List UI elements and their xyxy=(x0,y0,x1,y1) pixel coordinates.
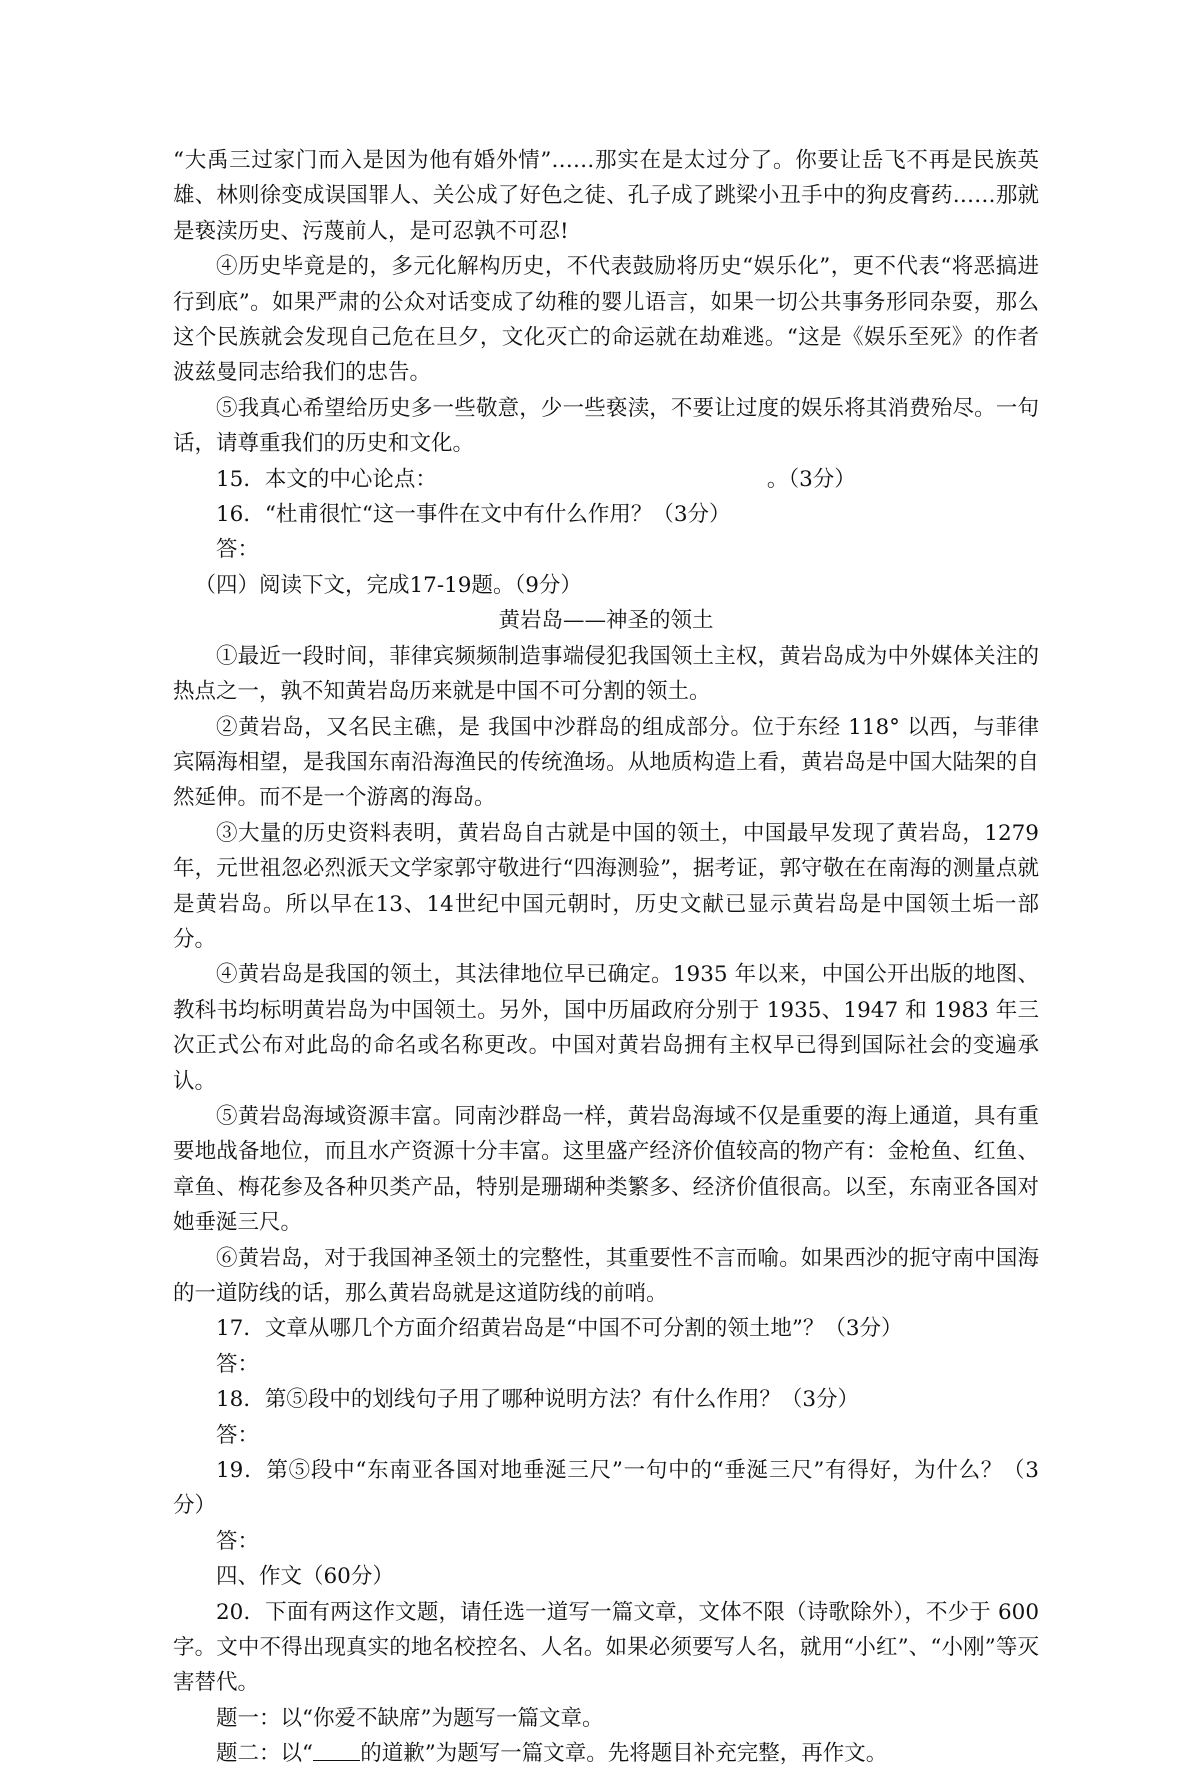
article-paragraph-2: ②黄岩岛，又名民主礁，是 我国中沙群岛的组成部分。位于东经 118° 以西，与菲律宾隔海相望，是我国东南沿海渔民的传统渔场。从地质构造上看，黄岩岛是中国大陆架的自然延伸。而不是一个游离的海岛。 xyxy=(173,714,1039,811)
answer-label-16: 答： xyxy=(216,537,260,563)
question-20: 20．下面有两这作文题，请任选一道写一篇文章，文体不限（诗歌除外），不少于 600字。文中不得出现真实的地名校控名、人名。如果必须要写人名，就用“小红”、“小刚”等灭害替代。 xyxy=(173,1599,1039,1696)
question-15-prefix: 15．本文的中心论点： xyxy=(216,466,437,492)
article-paragraph-6: ⑥黄岩岛，对于我国神圣领土的完整性，其重要性不言而喻。如果西沙的扼守南中国海的一道防线的话，那么黄岩岛就是这道防线的前哨。 xyxy=(173,1245,1039,1306)
section-4-intro: （四）阅读下文，完成17-19题。（9分） xyxy=(194,572,582,598)
answer-label-18: 答： xyxy=(216,1422,260,1448)
question-15 xyxy=(173,462,1039,497)
question-15-suffix: 。（3分） xyxy=(766,466,856,492)
essay-topic-1: 题一：以“你爱不缺席”为题写一篇文章。 xyxy=(216,1705,604,1731)
essay-topic-2-suffix: 的道歉”为题写一篇文章。先将题目补充完整，再作文。 xyxy=(360,1741,888,1767)
paragraph-history-examples: “大禹三过家门而入是因为他有婚外情”……那实在是太过分了。你要让岳飞不再是民族英雄、林则徐变成误国罪人、关公成了好色之徒、孔子成了跳梁小丑手中的狗皮膏药……那就是亵渎历史、污蔑前人，是可忍孰不可忍! xyxy=(173,148,1039,244)
essay-topic-2 xyxy=(173,1736,1039,1771)
question-19: 19．第⑤段中“东南亚各国对地垂涎三尺”一句中的“垂涎三尺”有得好，为什么？（3分） xyxy=(173,1458,1039,1519)
essay-topic-2-prefix: 题二：以“ xyxy=(216,1741,313,1767)
document-body xyxy=(173,143,1039,1772)
paragraph-4-history: ④历史毕竟是的，多元化解构历史，不代表鼓励将历史“娱乐化”，更不代表“将恶搞进行到底”。如果严肃的公众对话变成了幼稚的婴儿语言，如果一切公共事务形同杂耍，那么这个民族就会发现自己危在旦夕，文化灭亡的命运就在劫难逃。“这是《娱乐至死》的作者波兹曼同志给我们的忠告。 xyxy=(173,254,1039,386)
section-essay-heading: 四、作文（60分） xyxy=(216,1564,394,1590)
title-fill-blank xyxy=(313,1739,360,1762)
answer-label-17: 答： xyxy=(216,1351,260,1377)
article-paragraph-5: ⑤黄岩岛海域资源丰富。同南沙群岛一样，黄岩岛海域不仅是重要的海上通道，具有重要地战备地位，而且水产资源十分丰富。这里盛产经济价值较高的物产有：金枪鱼、红鱼、章鱼、梅花参及各种贝类产品，特别是珊瑚种类繁多、经济价值很高。以至，东南亚各国对她垂涎三尺。 xyxy=(173,1103,1039,1236)
article-paragraph-4: ④黄岩岛是我国的领土，其法律地位早已确定。1935 年以来，中国公开出版的地图、教科书均标明黄岩岛为中国领土。另外，国中历届政府分别于 1935、1947 和 1983 年三次正式公布对此岛的命名或名称更改。中国对黄岩岛拥有主权早已得到国际社会的变遍承认。 xyxy=(173,962,1039,1094)
article-paragraph-3: ③大量的历史资料表明，黄岩岛自古就是中国的领土，中国最早发现了黄岩岛，1279年，元世祖忽必烈派天文学家郭守敬进行“四海测验”，据考证，郭守敬在在南海的测量点就是黄岩岛。所以早在13、14世纪中国元朝时，历史文献已显示黄岩岛是中国领土垢一部分。 xyxy=(173,820,1039,952)
question-17: 17．文章从哪几个方面介绍黄岩岛是“中国不可分割的领土地”？（3分） xyxy=(216,1316,903,1342)
question-18: 18．第⑤段中的划线句子用了哪种说明方法？有什么作用？（3分） xyxy=(216,1387,860,1413)
article-title: 黄岩岛——神圣的领土 xyxy=(498,608,714,634)
answer-label-19: 答： xyxy=(216,1528,260,1554)
article-paragraph-1: ①最近一段时间，菲律宾频频制造事端侵犯我国领土主权，黄岩岛成为中外媒体关注的热点之一，孰不知黄岩岛历来就是中国不可分割的领土。 xyxy=(173,643,1039,705)
question-16: 16．“杜甫很忙“这一事件在文中有什么作用？（3分） xyxy=(216,502,731,528)
paragraph-5-history: ⑤我真心希望给历史多一些敬意，少一些亵渎，不要让过度的娱乐将其消费殆尽。一句话，请尊重我们的历史和文化。 xyxy=(173,395,1039,457)
